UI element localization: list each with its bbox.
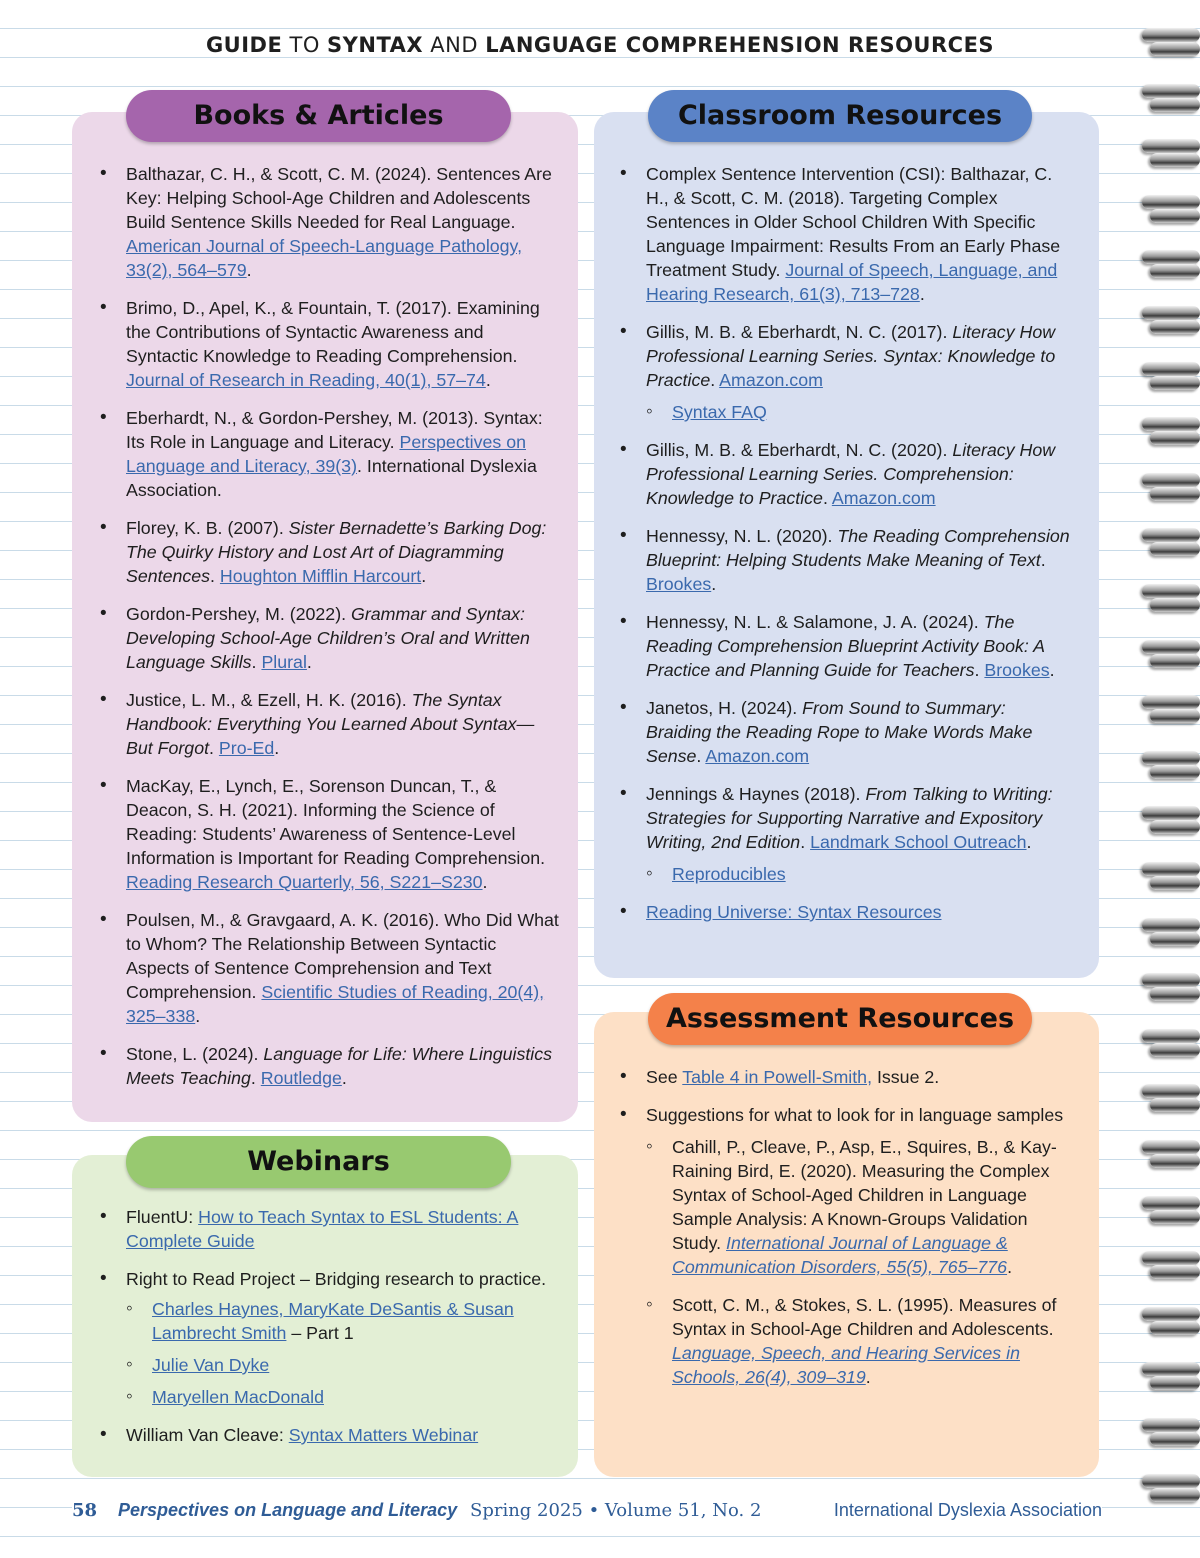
- spiral-coil: [1150, 765, 1200, 779]
- spiral-coil: [1150, 598, 1200, 612]
- syntax-faq-link[interactable]: Syntax FAQ: [672, 402, 767, 422]
- citation-item: • Eberhardt, N., & Gordon-Pershey, M. (2013). Syntax: Its Role in Language and Literacy. Perspectives on Language and Literacy, 39(3). International Dyslexia Association.: [100, 406, 560, 502]
- citation-item: [620, 900, 1070, 924]
- spiral-coil: [1150, 487, 1200, 501]
- spiral-coil: [1142, 250, 1200, 264]
- spiral-coil: [1142, 1084, 1200, 1098]
- spiral-coil: [1142, 195, 1200, 209]
- spiral-coil: [1150, 320, 1200, 334]
- reproducibles-link[interactable]: Reproducibles: [672, 864, 786, 884]
- spiral-coil: [1150, 1210, 1200, 1224]
- classroom-resources-list: [620, 162, 1070, 938]
- webinar-link[interactable]: Julie Van Dyke: [152, 1355, 270, 1375]
- spiral-coil: [1150, 1265, 1200, 1279]
- spiral-coil: [1142, 1140, 1200, 1154]
- page-footer: [72, 1500, 1102, 1526]
- spiral-coil: [1150, 1321, 1200, 1335]
- spiral-coil: [1142, 918, 1200, 932]
- citation-link[interactable]: Pro-Ed: [218, 738, 275, 758]
- spiral-coil: [1142, 806, 1200, 820]
- citation-link[interactable]: Brookes: [646, 574, 712, 594]
- syntax-matters-link[interactable]: Syntax Matters Webinar: [288, 1425, 479, 1445]
- spiral-coil: [1142, 362, 1200, 376]
- sub-item: ◦ Scott, C. M., & Stokes, S. L. (1995). Measures of Syntax in School-Age Children and Adolescents. Language, Speech, and Hearing Services in Schools, 26(4), 309–319.: [646, 1293, 1070, 1389]
- issue-info: Spring 2025 • Volume 51, No. 2: [470, 1500, 762, 1521]
- citation-link[interactable]: Journal of Research in Reading, 40(1), 57–74: [126, 370, 486, 390]
- citation-item: • Jennings & Haynes (2018). From Talking to Writing: Strategies for Supporting Narrative and Expository Writing, 2nd Edition. Landmark School Outreach. ◦ Reproducibles: [620, 782, 1070, 886]
- spiral-coil: [1150, 209, 1200, 223]
- spiral-coil: [1150, 153, 1200, 167]
- spiral-coil: [1150, 264, 1200, 278]
- spiral-coil: [1142, 695, 1200, 709]
- spiral-coil: [1142, 1251, 1200, 1265]
- citation-item: • Justice, L. M., & Ezell, H. K. (2016). The Syntax Handbook: Everything You Learned About Syntax—But Forgot. Pro-Ed.: [100, 688, 560, 760]
- citation-link[interactable]: Perspectives on Language and Literacy, 39(3): [126, 432, 526, 476]
- spiral-coil: [1150, 654, 1200, 668]
- citation-link[interactable]: Scientific Studies of Reading, 20(4), 325–338: [126, 982, 545, 1026]
- citation-item: • Florey, K. B. (2007). Sister Bernadette’s Barking Dog: The Quirky History and Lost Art of Diagramming Sentences. Houghton Mifflin Harcourt.: [100, 516, 560, 588]
- spiral-coil: [1142, 1474, 1200, 1488]
- page-title: GUIDE TO SYNTAX AND LANGUAGE COMPREHENSION RESOURCES: [0, 33, 1200, 57]
- citation-item: • Janetos, H. (2024). From Sound to Summary: Braiding the Reading Rope to Make Words Make Sense. Amazon.com: [620, 696, 1070, 768]
- spiral-coil: [1142, 473, 1200, 487]
- spiral-coil: [1142, 306, 1200, 320]
- books-articles-list: [100, 162, 560, 1104]
- assessment-resources-list: [620, 1065, 1070, 1403]
- citation-item: • Gordon-Pershey, M. (2022). Grammar and Syntax: Developing School-Age Children’s Oral and Written Language Skills. Plural.: [100, 602, 560, 674]
- sub-item: ◦ Cahill, P., Cleave, P., Asp, E., Squires, B., & Kay-Raining Bird, E. (2020). Measuring the Complex Syntax of School-Aged Children in Language Sample Analysis: A Known-Groups Validation Study. International Journal of Language & Communication Disorders, 55(5), 765–776.: [646, 1135, 1070, 1279]
- spiral-coil: [1142, 84, 1200, 98]
- sub-item: ◦ Charles Haynes, MaryKate DeSantis & Susan Lambrecht Smith – Part 1: [126, 1297, 560, 1345]
- citation-link[interactable]: American Journal of Speech-Language Pathology, 33(2), 564–579: [126, 236, 523, 280]
- spiral-coil: [1150, 42, 1200, 56]
- webinar-link[interactable]: Maryellen MacDonald: [152, 1387, 324, 1407]
- list-item: • FluentU: How to Teach Syntax to ESL Students: A Complete Guide: [100, 1205, 560, 1253]
- spiral-coil: [1142, 528, 1200, 542]
- citation-link[interactable]: Amazon.com: [705, 746, 810, 766]
- spiral-coil: [1142, 1418, 1200, 1432]
- spiral-coil: [1150, 376, 1200, 390]
- citation-link[interactable]: Journal of Speech, Language, and Hearing Research, 61(3), 713–728: [646, 260, 1058, 304]
- spiral-binding: [1138, 28, 1200, 1528]
- citation-link[interactable]: Landmark School Outreach: [810, 832, 1027, 852]
- assessment-resources-heading: Assessment Resources: [648, 993, 1032, 1045]
- citation-item: • Stone, L. (2024). Language for Life: Where Linguistics Meets Teaching. Routledge.: [100, 1042, 560, 1090]
- citation-item: • MacKay, E., Lynch, E., Sorenson Duncan, T., & Deacon, S. H. (2021). Informing the Science of Reading: Students’ Awareness of Sentence-Level Information is Important for Reading Comprehension. Reading Research Quarterly, 56, S221–S230.: [100, 774, 560, 894]
- powell-smith-table-link[interactable]: Table 4 in Powell-Smith,: [682, 1067, 873, 1087]
- fluentu-link[interactable]: How to Teach Syntax to ESL Students: A Complete Guide: [126, 1207, 519, 1251]
- spiral-coil: [1150, 987, 1200, 1001]
- citation-item: • Balthazar, C. H., & Scott, C. M. (2024). Sentences Are Key: Helping School-Age Children and Adolescents Build Sentence Skills Needed for Real Language. American Journal of Speech-Language Pathology, 33(2), 564–579.: [100, 162, 560, 282]
- spiral-coil: [1142, 1196, 1200, 1210]
- spiral-coil: [1142, 1029, 1200, 1043]
- citation-link[interactable]: Amazon.com: [719, 370, 823, 390]
- spiral-coil: [1142, 1362, 1200, 1376]
- reading-universe-link[interactable]: Reading Universe: Syntax Resources: [646, 902, 942, 922]
- citation-item: • Gillis, M. B. & Eberhardt, N. C. (2017). Literacy How Professional Learning Series. Syntax: Knowledge to Practice. Amazon.com ◦ Syntax FAQ: [620, 320, 1070, 424]
- citation-item: • Complex Sentence Intervention (CSI): Balthazar, C. H., & Scott, C. M. (2018). Targeting Complex Sentences in Older School Children With Specific Language Impairment: Results From an Early Phase Treatment Study. Journal of Speech, Language, and Hearing Research, 61(3), 713–728.: [620, 162, 1070, 306]
- spiral-coil: [1142, 1307, 1200, 1321]
- spiral-coil: [1150, 1154, 1200, 1168]
- citation-link[interactable]: International Journal of Language & Communication Disorders, 55(5), 765–776: [672, 1233, 1008, 1277]
- sub-item: [126, 1385, 560, 1409]
- citation-item: • Poulsen, M., & Gravgaard, A. K. (2016). Who Did What to Whom? The Relationship Between Syntactic Aspects of Sentence Comprehension and Text Comprehension. Scientific Studies of Reading, 20(4), 325–338.: [100, 908, 560, 1028]
- spiral-coil: [1142, 862, 1200, 876]
- spiral-coil: [1150, 709, 1200, 723]
- spiral-coil: [1150, 98, 1200, 112]
- spiral-coil: [1150, 1376, 1200, 1390]
- spiral-coil: [1150, 820, 1200, 834]
- list-item: • Right to Read Project – Bridging research to practice. ◦ Charles Haynes, MaryKate DeSantis & Susan Lambrecht Smith – Part 1 ◦ Julie Van Dyke ◦ Maryellen MacDonald: [100, 1267, 560, 1409]
- spiral-coil: [1142, 640, 1200, 654]
- webinars-heading: Webinars: [126, 1136, 511, 1188]
- list-item: • See Table 4 in Powell-Smith, Issue 2.: [620, 1065, 1070, 1089]
- spiral-coil: [1150, 431, 1200, 445]
- spiral-coil: [1150, 1432, 1200, 1446]
- citation-link[interactable]: Houghton Mifflin Harcourt: [219, 566, 422, 586]
- spiral-coil: [1142, 584, 1200, 598]
- sub-item: [126, 1353, 560, 1377]
- classroom-resources-heading: Classroom Resources: [648, 90, 1032, 142]
- spiral-coil: [1150, 932, 1200, 946]
- organization-name: International Dyslexia Association: [833, 1500, 1102, 1520]
- citation-item: • Hennessy, N. L. (2020). The Reading Comprehension Blueprint: Helping Students Make Meaning of Text. Brookes.: [620, 524, 1070, 596]
- citation-link[interactable]: Amazon.com: [831, 488, 936, 508]
- sub-item: [646, 862, 1070, 886]
- spiral-coil: [1150, 876, 1200, 890]
- citation-item: • Gillis, M. B. & Eberhardt, N. C. (2020). Literacy How Professional Learning Series. Comprehension: Knowledge to Practice. Amazon.com: [620, 438, 1070, 510]
- spiral-coil: [1142, 973, 1200, 987]
- spiral-coil: [1142, 751, 1200, 765]
- citation-item: • Brimo, D., Apel, K., & Fountain, T. (2017). Examining the Contributions of Syntactic Awareness and Syntactic Knowledge to Reading Comprehension. Journal of Research in Reading, 40(1), 57–74.: [100, 296, 560, 392]
- spiral-coil: [1150, 1488, 1200, 1502]
- citation-link[interactable]: Language, Speech, and Hearing Services in Schools, 26(4), 309–319: [672, 1343, 1020, 1387]
- webinars-list: [100, 1205, 560, 1461]
- citation-item: • Hennessy, N. L. & Salamone, J. A. (2024). The Reading Comprehension Blueprint Activity Book: A Practice and Planning Guide for Teachers. Brookes.: [620, 610, 1070, 682]
- sub-item: [646, 400, 1070, 424]
- spiral-coil: [1142, 417, 1200, 431]
- citation-link[interactable]: Plural: [261, 652, 307, 672]
- webinar-link[interactable]: Charles Haynes, MaryKate DeSantis & Susan Lambrecht Smith: [152, 1299, 514, 1343]
- list-item: • Suggestions for what to look for in language samples ◦ Cahill, P., Cleave, P., Asp, E., Squires, B., & Kay-Raining Bird, E. (2020). Measuring the Complex Syntax of School-Aged Children in Language Sample Analysis: A Known-Groups Validation Study. International Journal of Language & Communication Disorders, 55(5), 765–776. ◦ Scott, C. M., & Stokes, S. L. (1995). Measures of Syntax in School-Age Children and Adolescents. Language, Speech, and Hearing Services in Schools, 26(4), 309–319.: [620, 1103, 1070, 1389]
- spiral-coil: [1150, 1098, 1200, 1112]
- citation-link[interactable]: Routledge: [260, 1068, 342, 1088]
- citation-link[interactable]: Brookes: [984, 660, 1050, 680]
- spiral-coil: [1150, 542, 1200, 556]
- page-number: 58: [72, 1500, 98, 1521]
- list-item: • William Van Cleave: Syntax Matters Webinar: [100, 1423, 560, 1447]
- spiral-coil: [1150, 1043, 1200, 1057]
- spiral-coil: [1142, 28, 1200, 42]
- books-articles-heading: Books & Articles: [126, 90, 511, 142]
- journal-title: Perspectives on Language and Literacy: [118, 1500, 458, 1520]
- spiral-coil: [1142, 139, 1200, 153]
- citation-link[interactable]: Reading Research Quarterly, 56, S221–S230: [126, 872, 483, 892]
